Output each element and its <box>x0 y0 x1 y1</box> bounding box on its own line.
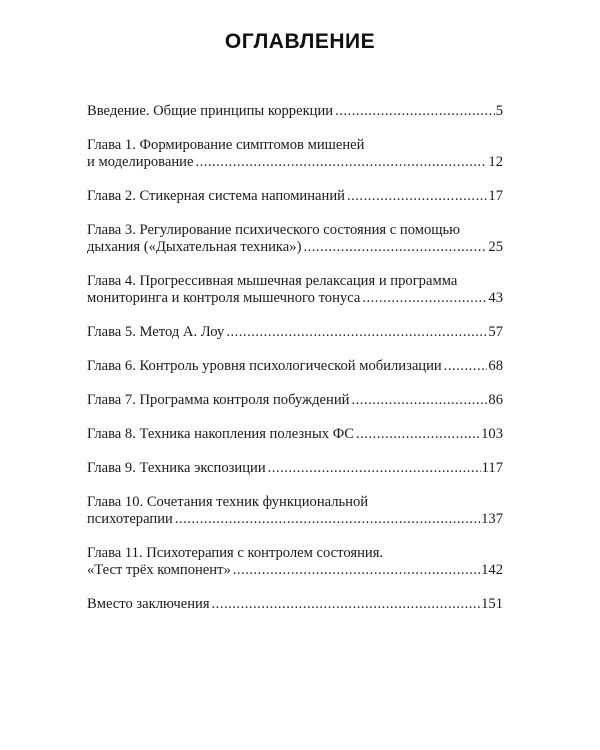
toc-entry-chapter-3 <box>87 222 503 256</box>
dot-leader <box>351 392 487 409</box>
toc-entry-chapter-5 <box>87 324 503 341</box>
toc-entry-title-line: Глава 10. Сочетания техник функциональной <box>87 494 369 510</box>
page-title: ОГЛАВЛЕНИЕ <box>224 30 376 53</box>
dot-leader <box>175 511 480 528</box>
toc-entry-row <box>87 358 503 375</box>
toc-entry-row <box>87 392 503 409</box>
toc-entry-title: психотерапии <box>87 511 173 527</box>
toc-page-number: 12 <box>488 154 503 170</box>
dot-leader <box>233 562 480 579</box>
toc-entry-row <box>87 562 503 579</box>
dot-leader <box>356 426 480 443</box>
toc-entry-row <box>87 596 503 613</box>
toc-entry-title: мониторинга и контроля мышечного тонуса <box>87 290 361 306</box>
toc-entry-title: Глава 6. Контроль уровня психологической мобилизации <box>87 358 442 374</box>
toc-entry-chapter-4 <box>87 273 503 307</box>
toc-page-number: 117 <box>481 460 503 476</box>
toc-entry-conclusion <box>87 596 503 613</box>
dot-leader <box>226 324 487 341</box>
dot-leader <box>362 290 487 307</box>
toc-page-number: 17 <box>488 188 503 204</box>
toc-page-number: 142 <box>481 562 503 578</box>
dot-leader <box>303 239 487 256</box>
toc-entry-title: Глава 5. Метод А. Лоу <box>87 324 225 340</box>
toc-page-number: 103 <box>481 426 503 442</box>
toc-entry-title: и моделирование <box>87 154 194 170</box>
toc-entry-row <box>87 290 503 307</box>
toc-entry-title: дыхания («Дыхательная техника») <box>87 239 302 255</box>
toc-entry-title: Вместо заключения <box>87 596 210 612</box>
toc-entry-title-line: Глава 1. Формирование симптомов мишеней <box>87 137 365 153</box>
toc-page-number: 57 <box>488 324 503 340</box>
dot-leader <box>212 596 481 613</box>
toc-entry-chapter-8 <box>87 426 503 443</box>
toc-entry-row <box>87 511 503 528</box>
toc-entry-chapter-10 <box>87 494 503 528</box>
toc-page-number: 68 <box>488 358 503 374</box>
toc-page-number: 86 <box>488 392 503 408</box>
toc-entry-chapter-11 <box>87 545 503 579</box>
toc-entry-title-line: Глава 11. Психотерапия с контролем состояния. <box>87 545 384 561</box>
toc-entry-chapter-6 <box>87 358 503 375</box>
toc-entry-row <box>87 239 503 256</box>
table-of-contents <box>87 103 503 630</box>
toc-entry-title: Глава 8. Техника накопления полезных ФС <box>87 426 354 442</box>
toc-entry-row <box>87 324 503 341</box>
toc-page-number: 25 <box>488 239 503 255</box>
toc-page-number: 43 <box>488 290 503 306</box>
toc-page-number: 137 <box>481 511 503 527</box>
toc-entry-title: Глава 2. Стикерная система напоминаний <box>87 188 345 204</box>
toc-entry-chapter-1 <box>87 137 503 171</box>
dot-leader <box>335 103 495 120</box>
toc-page-number: 5 <box>495 103 503 119</box>
toc-entry-row <box>87 460 503 477</box>
dot-leader <box>195 154 487 171</box>
dot-leader <box>347 188 487 205</box>
toc-entry-title-line: Глава 4. Прогрессивная мышечная релаксация и программа <box>87 273 458 289</box>
toc-entry-row <box>87 426 503 443</box>
toc-entry-title: Глава 9. Техника экспозиции <box>87 460 266 476</box>
toc-entry-row <box>87 154 503 171</box>
toc-entry-title: Глава 7. Программа контроля побуждений <box>87 392 350 408</box>
toc-entry-title: «Тест трёх компонент» <box>87 562 231 578</box>
toc-entry-chapter-9 <box>87 460 503 477</box>
toc-page-number: 151 <box>481 596 503 612</box>
toc-entry-title: Введение. Общие принципы коррекции <box>87 103 334 119</box>
dot-leader <box>444 358 488 375</box>
toc-entry-title-line: Глава 3. Регулирование психического состояния с помощью <box>87 222 461 238</box>
dot-leader <box>268 460 481 477</box>
toc-entry-chapter-2 <box>87 188 503 205</box>
toc-entry-introduction <box>87 103 503 120</box>
toc-entry-chapter-7 <box>87 392 503 409</box>
toc-entry-row <box>87 188 503 205</box>
toc-entry-row <box>87 103 503 120</box>
